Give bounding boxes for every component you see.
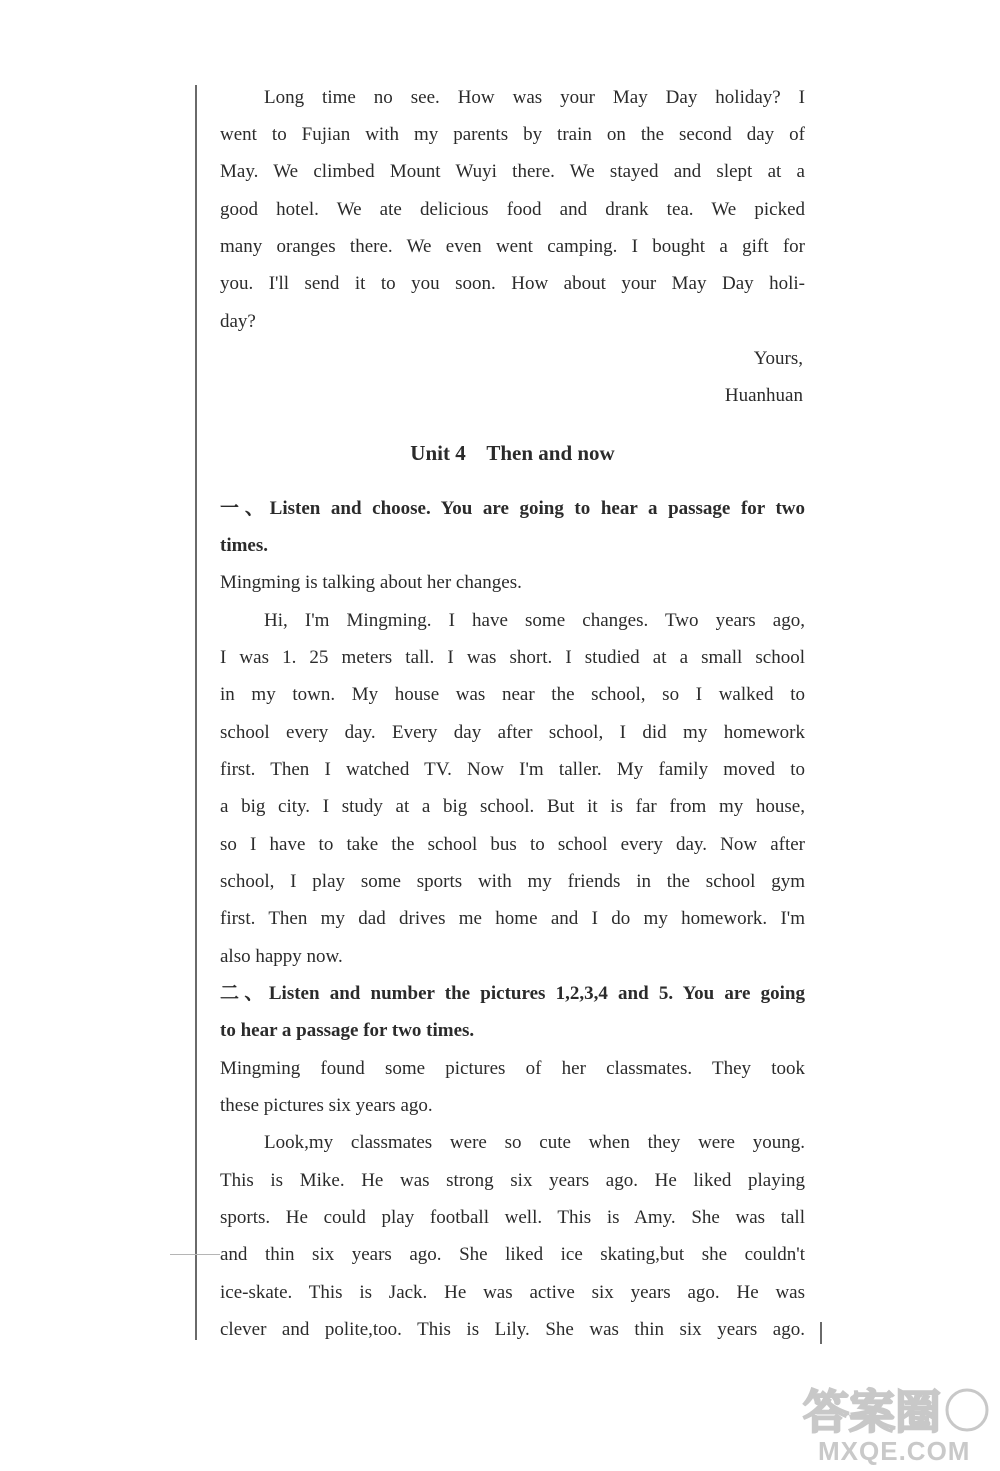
unit-title: Unit 4 Then and now	[410, 441, 615, 465]
passage-line: Look,my classmates were so cute when they were young.	[264, 1132, 805, 1153]
passage-line: This is Mike. He was strong six years ago. He liked playing	[220, 1170, 805, 1191]
passage-line: school every day. Every day after school, I did my homework	[220, 722, 805, 743]
watermark-url: MXQE.COM	[818, 1436, 971, 1466]
section1-intro: Mingming is talking about her changes.	[220, 572, 522, 593]
letter-line: good hotel. We ate delicious food and drank tea. We picked	[220, 199, 805, 220]
passage-line: also happy now.	[220, 946, 343, 967]
margin-rule-left	[195, 85, 197, 1340]
letter-closing: Yours,	[753, 348, 803, 369]
passage-line: in my town. My house was near the school, so I walked to	[220, 684, 805, 705]
section1-heading: times.	[220, 535, 269, 556]
section1-heading: 一、Listen and choose. You are going to hear a passage for two	[220, 498, 805, 519]
passage-line: sports. He could play football well. This is Amy. She was tall	[220, 1207, 805, 1228]
letter-line: went to Fujian with my parents by train on the second day of	[220, 124, 805, 145]
letter-line: day?	[220, 311, 256, 332]
section2-heading: to hear a passage for two times.	[220, 1020, 475, 1041]
letter-line: Long time no see. How was your May Day holiday? I	[264, 87, 805, 108]
passage-line: school, I play some sports with my friends in the school gym	[220, 871, 805, 892]
letter-signature: Huanhuan	[724, 385, 803, 406]
letter-line: you. I'll send it to you soon. How about your May Day holi-	[220, 273, 805, 294]
passage-line: Hi, I'm Mingming. I have some changes. Two years ago,	[264, 610, 805, 631]
passage-line: ice-skate. This is Jack. He was active six years ago. He was	[220, 1282, 805, 1303]
passage-line: so I have to take the school bus to school every day. Now after	[220, 834, 805, 855]
letter-line: many oranges there. We even went camping. I bought a gift for	[220, 236, 805, 257]
scan-mark	[170, 1254, 220, 1255]
section2-intro: Mingming found some pictures of her classmates. They took	[220, 1058, 805, 1079]
passage-line: I was 1. 25 meters tall. I was short. I studied at a small school	[220, 647, 805, 668]
passage-line: first. Then I watched TV. Now I'm taller. My family moved to	[220, 759, 805, 780]
watermark-chars: 答案圈	[803, 1385, 941, 1439]
margin-rule-right	[820, 1322, 822, 1344]
section2-heading: 二、Listen and number the pictures 1,2,3,4 and 5. You are going	[220, 983, 805, 1004]
section2-intro: these pictures six years ago.	[220, 1095, 433, 1116]
passage-line: a big city. I study at a big school. But it is far from my house,	[220, 796, 805, 817]
passage-line: and thin six years ago. She liked ice skating,but she couldn't	[220, 1244, 805, 1265]
passage-line: clever and polite,too. This is Lily. She was thin six years ago.	[220, 1319, 805, 1340]
passage-line: first. Then my dad drives me home and I do my homework. I'm	[220, 908, 805, 929]
letter-line: May. We climbed Mount Wuyi there. We stayed and slept at a	[220, 161, 805, 182]
